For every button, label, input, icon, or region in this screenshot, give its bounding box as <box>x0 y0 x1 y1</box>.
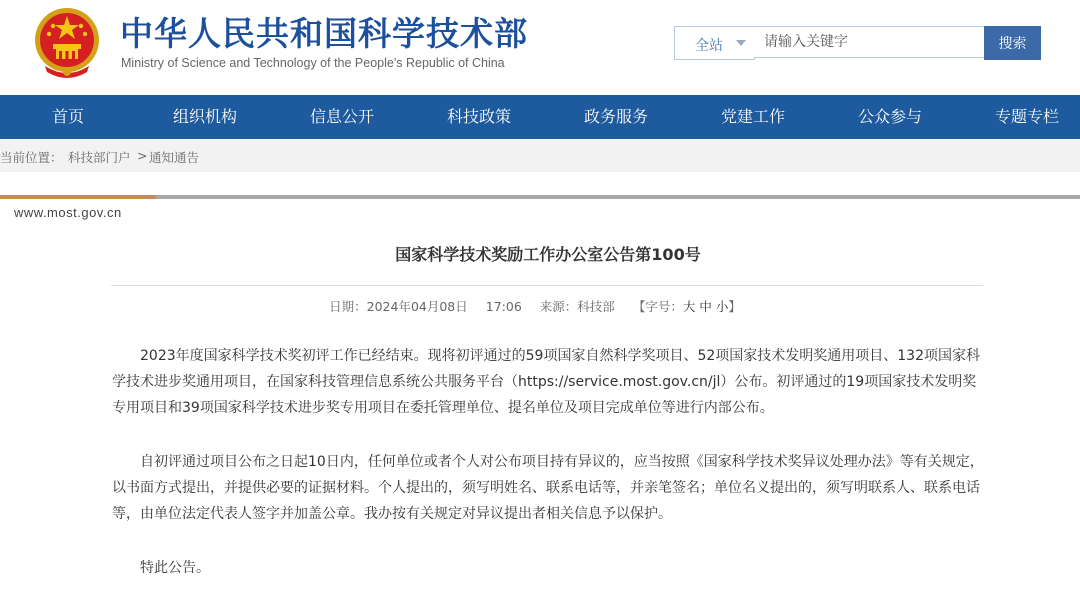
article-date: 2024年04月08日 <box>366 299 468 314</box>
article-paragraph: 自初评通过项目公布之日起10日内，任何单位或者个人对公布项目持有异议的，应当按照《国家科学技术奖异议处理办法》等有关规定，以书面方式提出，并提供必要的证据材料。个人提出的，须写明姓名、联系电话等，并亲笔签名；单位名义提出的，须写明联系人、联系电话等，由单位法定代表人签字并加盖公章。我办按有关规定对异议提出者相关信息予以保护。 <box>112 454 984 522</box>
search-scope-select[interactable] <box>674 26 755 60</box>
article-time: 17:06 <box>485 299 522 314</box>
site-title: 中华人民共和国科学技术部 <box>120 14 528 53</box>
nav-item-topics[interactable]: 专题专栏 <box>994 107 1059 126</box>
nav-item-info-disclosure[interactable]: 信息公开 <box>309 107 374 126</box>
breadcrumb-label: 当前位置： <box>0 150 63 165</box>
nav-item-home[interactable]: 首页 <box>51 107 84 126</box>
article-meta <box>0 297 1070 315</box>
nav-item-organization[interactable]: 组织机构 <box>172 107 237 126</box>
breadcrumb-link-portal[interactable]: 科技部门户 <box>68 150 131 165</box>
search-button[interactable]: 搜索 <box>984 26 1041 60</box>
article-title: 国家科学技术奖励工作办公室公告第100号 <box>395 245 701 264</box>
main-nav <box>0 95 1080 139</box>
search-input[interactable] <box>754 26 991 58</box>
site-domain: www.most.gov.cn <box>14 205 122 220</box>
search-scope-label: 全站 <box>695 38 723 54</box>
nav-item-services[interactable]: 政务服务 <box>583 107 648 126</box>
divider-accent <box>0 195 156 199</box>
breadcrumb-link-notices[interactable]: 通知通告 <box>149 150 200 165</box>
breadcrumb <box>0 139 1080 172</box>
site-subtitle: Ministry of Science and Technology of the People's Republic of China <box>121 56 505 70</box>
font-size-end: 】 <box>728 299 741 314</box>
nav-item-policy[interactable]: 科技政策 <box>446 107 511 126</box>
chevron-down-icon <box>736 40 746 46</box>
site-header <box>0 0 1080 95</box>
font-size-label: 【字号： <box>632 299 683 314</box>
date-label: 日期： <box>329 299 367 314</box>
divider-bar <box>0 195 1080 199</box>
nav-item-party[interactable]: 党建工作 <box>720 107 785 126</box>
article-source: 来源：科技部 <box>539 299 615 314</box>
national-emblem-icon[interactable] <box>33 6 101 80</box>
font-size-large[interactable]: 大 <box>682 299 696 314</box>
article-paragraph: 特此公告。 <box>140 560 210 576</box>
nav-item-public[interactable]: 公众参与 <box>857 107 922 126</box>
title-divider <box>111 285 983 286</box>
article-paragraph: 2023年度国家科学技术奖初评工作已经结束。现将初评通过的59项国家自然科学奖项目、52项国家技术发明奖通用项目、132项国家科学技术进步奖通用项目，在国家科技管理信息系统公共服务平台（https://service.most.gov.cn/jl）公布。初评通过的19项国家技术发明奖专用项目和39项国家科学技术进步奖专用项目在委托管理单位、提名单位及项目完成单位等进行内部公布。 <box>112 348 980 416</box>
font-size-small[interactable]: 小 <box>715 299 729 314</box>
breadcrumb-separator: > <box>137 148 148 163</box>
font-size-medium[interactable]: 中 <box>699 299 712 314</box>
